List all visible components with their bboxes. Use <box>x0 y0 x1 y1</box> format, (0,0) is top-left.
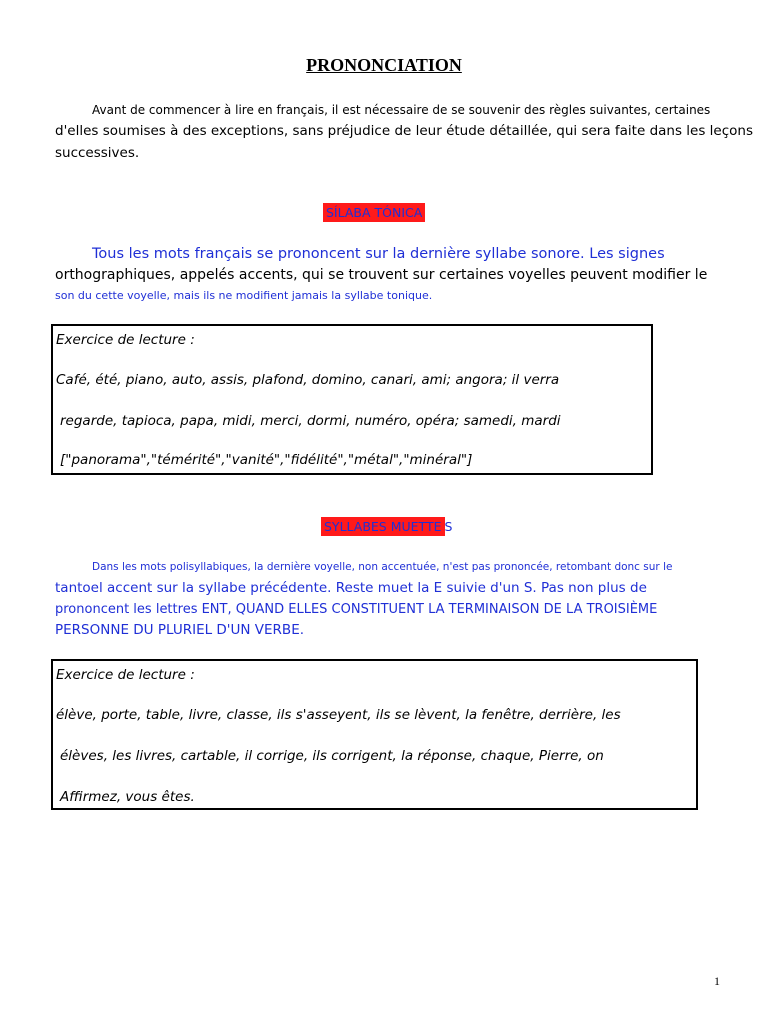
section1-line-3: son du cette voyelle, mais ils ne modifient jamais la syllabe tonique. <box>55 289 433 302</box>
exercise-line: Café, été, piano, auto, assis, plafond, domino, canari, ami; angora; il verra <box>56 372 560 388</box>
exercise-line: ["panorama","témérité","vanité","fidélité","métal","minéral"] <box>60 452 473 468</box>
intro-line-3: successives. <box>55 145 140 161</box>
section1-line-2: orthographiques, appelés accents, qui se trouvent sur certaines voyelles peuvent modifier le <box>55 267 708 283</box>
section-heading-text: SYLLABES MUETTE <box>321 517 445 536</box>
section2-line-3: prononcent les lettres ENT, QUAND ELLES CONSTITUENT LA TERMINAISON DE LA TROISIÈME <box>55 602 658 617</box>
exercise-box-2 <box>51 659 698 810</box>
exercise-label: Exercice de lecture : <box>56 667 195 683</box>
exercise-line: élève, porte, table, livre, classe, ils s'asseyent, ils se lèvent, la fenêtre, derrière, les <box>56 707 621 723</box>
section2-line-4: PERSONNE DU PLURIEL D'UN VERBE. <box>55 622 305 638</box>
exercise-line: élèves, les livres, cartable, il corrige, ils corrigent, la réponse, chaque, Pierre, on <box>60 748 604 764</box>
intro-line-2: d'elles soumises à des exceptions, sans préjudice de leur étude détaillée, qui sera faite dans les leçons <box>55 123 753 139</box>
section2-line-1: Dans les mots polisyllabiques, la dernière voyelle, non accentuée, n'est pas prononcée, retombant donc sur le <box>92 561 673 573</box>
exercise-label: Exercice de lecture : <box>56 332 195 348</box>
section-heading-text: SÍLABA TÓNICA <box>323 203 425 222</box>
exercise-line: regarde, tapioca, papa, midi, merci, dormi, numéro, opéra; samedi, mardi <box>60 413 561 429</box>
exercise-line: Affirmez, vous êtes. <box>60 789 195 805</box>
page-title: PRONONCIATION <box>306 55 462 75</box>
section-heading-tail: S <box>444 519 453 534</box>
section-heading-silaba-tonica <box>323 202 425 221</box>
exercise-box-1 <box>51 324 653 475</box>
section2-line-2: tantoel accent sur la syllabe précédente. Reste muet la E suivie d'un S. Pas non plus de <box>55 580 647 596</box>
section1-line-1: Tous les mots français se prononcent sur la dernière syllabe sonore. Les signes <box>92 246 665 262</box>
page-number: 1 <box>714 974 720 988</box>
section-heading-syllabes-muettes <box>321 516 452 535</box>
intro-line-1: Avant de commencer à lire en français, il est nécessaire de se souvenir des règles suivantes, certaines <box>92 103 711 117</box>
